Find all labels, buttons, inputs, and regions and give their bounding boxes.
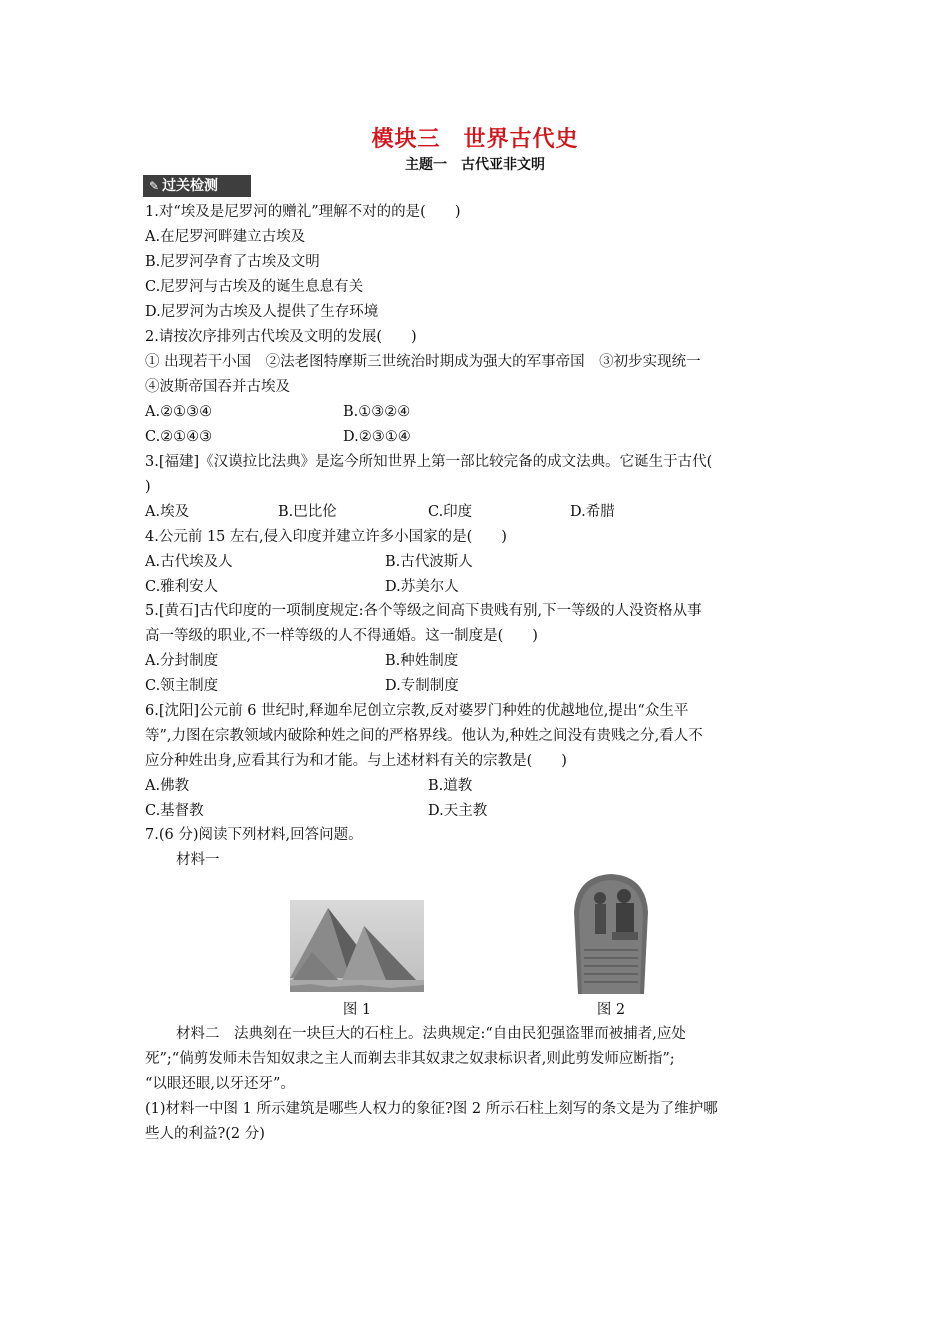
q7-material2-line3: “以眼还眼,以牙还牙”。	[145, 1076, 295, 1092]
q2-stem: 2.请按次序排列古代埃及文明的发展( )	[145, 329, 417, 345]
q6-option-c: C.基督教	[145, 803, 204, 819]
page-title: 模块三 世界古代史	[371, 127, 579, 152]
page-subtitle: 主题一 古代亚非文明	[405, 157, 545, 173]
figure1-caption: 图 1	[342, 1002, 372, 1018]
section-badge	[143, 175, 251, 197]
q7-stem: 7.(6 分)阅读下列材料,回答问题。	[145, 827, 363, 843]
q3-option-c: C.印度	[428, 504, 473, 520]
q1-option-c: C.尼罗河与古埃及的诞生息息有关	[145, 279, 364, 295]
q3-option-b: B.巴比伦	[278, 504, 337, 520]
section-badge-label: 过关检测	[162, 178, 219, 194]
hammurabi-stele-image	[568, 872, 654, 994]
q7-material1-label: 材料一	[176, 852, 220, 868]
q7-material2-line1: 材料二 法典刻在一块巨大的石柱上。法典规定:“自由民犯强盗罪而被捕者,应处	[176, 1026, 686, 1042]
q7-material2-line2: 死”;“倘剪发师未告知奴隶之主人而剃去非其奴隶之奴隶标识者,则此剪发师应断指”;	[145, 1051, 675, 1067]
q2-option-b: B.①③②④	[343, 404, 411, 420]
q5-stem-line2: 高一等级的职业,不一样等级的人不得通婚。这一制度是( )	[145, 628, 538, 644]
figure2-caption: 图 2	[596, 1002, 626, 1018]
q6-option-a: A.佛教	[145, 778, 190, 794]
q6-option-d: D.天主教	[428, 803, 488, 819]
q4-option-b: B.古代波斯人	[385, 554, 473, 570]
q2-option-c: C.②①④③	[145, 429, 213, 445]
q3-stem-line1: 3.[福建]《汉谟拉比法典》是迄今所知世界上第一部比较完备的成文法典。它诞生于古代(	[145, 454, 713, 470]
q5-option-a: A.分封制度	[145, 653, 219, 669]
q3-stem-line2: )	[145, 479, 151, 495]
q6-stem-line2: 等”,力图在宗教领域内破除种姓之间的严格界线。他认为,种姓之间没有贵贱之分,看人不	[145, 728, 703, 744]
q6-option-b: B.道教	[428, 778, 473, 794]
q7-sub1-line2: 些人的利益?(2 分)	[145, 1126, 265, 1142]
q1-option-a: A.在尼罗河畔建立古埃及	[145, 229, 306, 245]
q4-option-c: C.雅利安人	[145, 579, 219, 595]
q4-stem: 4.公元前 15 左右,侵入印度并建立许多小国家的是( )	[145, 529, 507, 545]
q6-stem-line3: 应分种姓出身,应看其行为和才能。与上述材料有关的宗教是( )	[145, 753, 567, 769]
q3-option-a: A.埃及	[145, 504, 190, 520]
q5-option-c: C.领主制度	[145, 678, 219, 694]
q1-option-d: D.尼罗河为古埃及人提供了生存环境	[145, 304, 379, 320]
pencil-icon: ✎	[149, 179, 160, 193]
q4-option-a: A.古代埃及人	[145, 554, 233, 570]
q7-sub1-line1: (1)材料一中图 1 所示建筑是哪些人权力的象征?图 2 所示石柱上刻写的条文是为了维护哪	[145, 1101, 718, 1117]
q2-items-line1: ① 出现若干小国 ②法老图特摩斯三世统治时期成为强大的军事帝国 ③初步实现统一	[145, 354, 701, 370]
q2-option-d: D.②③①④	[343, 429, 411, 445]
q5-stem-line1: 5.[黄石]古代印度的一项制度规定:各个等级之间高下贵贱有别,下一等级的人没资格从事	[145, 603, 702, 619]
q5-option-d: D.专制制度	[385, 678, 459, 694]
q1-stem: 1.对“埃及是尼罗河的赠礼”理解不对的的是( )	[145, 204, 461, 220]
pyramids-image	[290, 900, 424, 992]
q4-option-d: D.苏美尔人	[385, 579, 459, 595]
q2-items-line2: ④波斯帝国吞并古埃及	[145, 379, 290, 395]
q1-option-b: B.尼罗河孕育了古埃及文明	[145, 254, 320, 270]
q3-option-d: D.希腊	[570, 504, 615, 520]
q5-option-b: B.种姓制度	[385, 653, 459, 669]
q6-stem-line1: 6.[沈阳]公元前 6 世纪时,释迦牟尼创立宗教,反对婆罗门种姓的优越地位,提出“众生平	[145, 703, 689, 719]
q2-option-a: A.②①③④	[145, 404, 213, 420]
